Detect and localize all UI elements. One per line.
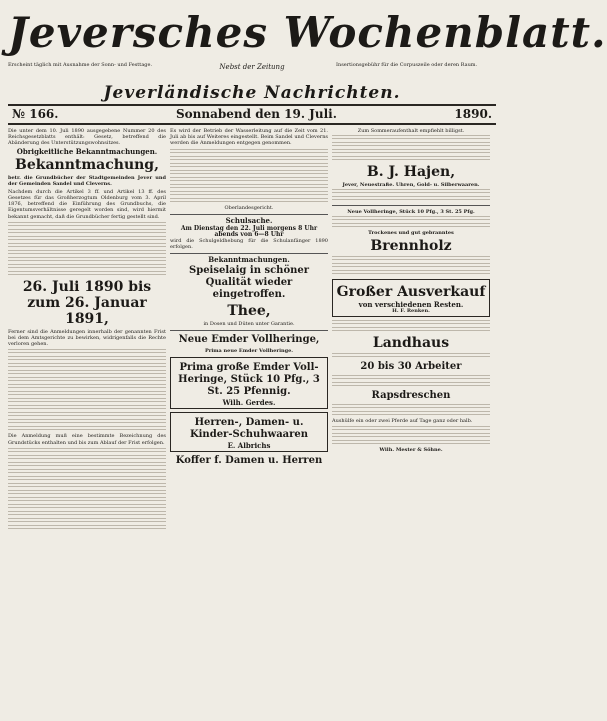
mid-text: Nebst der Zeitung: [219, 63, 285, 71]
ad-hajen-sub: Jever, Neuestraße. Uhren, Gold- u. Silberwaaren.: [342, 182, 480, 188]
masthead-subtitle: Jeverländische Nachrichten.: [103, 83, 401, 103]
announcements-heading: Bekanntmachungen.: [208, 255, 290, 265]
ad-albrichs: E. Albrichs: [227, 441, 271, 451]
ad-brennholz: Brennholz: [370, 238, 452, 254]
ad-box-ausverkauf: [332, 279, 490, 317]
issue-number: № 166.: [12, 107, 59, 121]
column-1: [8, 128, 166, 532]
ad-ausverkauf-sub: von verschiedenen Resten.: [358, 300, 464, 309]
left-notice: Erscheint täglich mit Ausnahme der Sonn- und Festtage.: [8, 62, 153, 68]
ad-vollheringe: Neue Emder Vollheringe,: [178, 334, 320, 346]
ad-schuhwaaren: Herren-, Damen- u. Kinder-Schuhwaaren: [189, 417, 309, 441]
school-body: wird die Schulgeldhebung für die Schulanfänger 1890 erfolgen.: [170, 237, 328, 251]
announcement-title: Bekanntmachung,: [15, 156, 159, 173]
ad-gerdes: Wilh. Gerdes.: [222, 398, 276, 408]
summer-notice: Zum Sommeraufenthalt empfiehlt billigst.: [357, 128, 465, 134]
ad-prima-heringe: Prima neue Emder Vollheringe.: [204, 348, 294, 355]
deadline-body: Ferner sind die Anmeldungen innerhalb der genannten Frist bei dem Amtsgerichte zu bewirken, widrigenfalls die Rechte verloren gehen.: [8, 328, 166, 348]
masthead-subrow: [8, 62, 496, 82]
section-heading: Obrigkeitliche Bekanntmachungen.: [16, 146, 158, 156]
ad-speiselaig: Speiselaig in schöner Qualität wieder eingetroffen.: [188, 265, 310, 301]
announcement-subtitle: betr. die Grundbücher der Stadtgemeinden Jever und der Gemeinden Sandel und Cleverns.: [8, 174, 166, 187]
ad-ausverkauf: Großer Ausverkauf: [336, 284, 486, 300]
ad-renken: H. F. Renken.: [392, 308, 430, 314]
ad-box-schuhwaaren: [170, 412, 328, 452]
columns: [8, 125, 496, 532]
ad-brennholz-pre: Trockenes und gut gebranntes: [368, 230, 454, 236]
school-notice: Am Dienstag den 22. Juli morgens 8 Uhr abends von 6—8 Uhr: [180, 224, 318, 238]
ad-mester: Wilh. Mester & Söhne.: [379, 447, 443, 454]
issue-date: Sonnabend den 19. Juli.: [175, 107, 337, 121]
ad-neue-vollheringe: Neue Vollheringe, Stück 10 Pfg., 3 St. 25 Pfg.: [347, 209, 475, 215]
court-name: Oberlandesgericht.: [224, 204, 274, 211]
ad-box-heringe: [170, 357, 328, 409]
masthead-title: Jeversches Wochenblatt.: [8, 8, 607, 57]
ad-landhaus: Landhaus: [372, 335, 450, 351]
ad-thee: Thee,: [227, 303, 271, 320]
ad-rapsdreschen: Rapsdreschen: [371, 390, 451, 401]
ad-hajen: B. J. Hajen,: [366, 164, 456, 180]
ad-thee-sub: in Dosen und Düten unter Garantie.: [203, 321, 295, 328]
issue-year: 1890.: [454, 107, 492, 121]
deadline-dates: 26. Juli 1890 bis zum 26. Januar 1891,: [22, 278, 152, 327]
column-2: [170, 128, 328, 532]
closing-body: Die Anmeldung muß eine bestimmte Bezeichnung des Grundstücks enthalten und bis zum Ablauf der Frist erfolgen.: [8, 433, 166, 446]
issue-bar: [8, 106, 496, 123]
right-notice: Insertionsgebühr für die Corpuszeile oder deren Raum.: [336, 62, 478, 68]
school-heading: Schulsache.: [225, 215, 273, 225]
ad-koffer: Koffer f. Damen u. Herren: [175, 455, 323, 467]
column-3: [332, 128, 490, 532]
intro-text: Die unter dem 10. Juli 1890 ausgegebene Nummer 20 des Reichsgesetzblatts enthält: Gesetz, betreffend die Abänderung des Unterstützungswohnsitzes.: [8, 128, 166, 147]
announcement-body: Nachdem durch die Artikel 3 ff. und Artikel 13 ff. des Gesetzes für das Großherzogtum Oldenburg vom 3. April 1876, betreffend die Einführung des Grundbuchs, die Eigentumsverhältnisse geregelt worden sind, wird hiermit bekannt gemacht, daß die Grundbücher fertig gestellt sind.: [8, 188, 166, 220]
water-notice: Es wird der Betrieb der Wasserleitung auf die Zeit vom 21. Juli ab bis auf Weiteres eingestellt. Beim Sandel und Cleverns werden die Anmeldungen entgegen genommen.: [170, 128, 328, 147]
ad-grosse-heringe: Prima große Emder Voll-Heringe, Stück 10 Pfg., 3 St. 25 Pfennig.: [178, 362, 320, 398]
ad-arbeiter: 20 bis 30 Arbeiter: [360, 361, 462, 372]
ad-pferde: Aushülfe ein oder zwei Pferde auf Tage ganz oder halb.: [332, 418, 473, 424]
